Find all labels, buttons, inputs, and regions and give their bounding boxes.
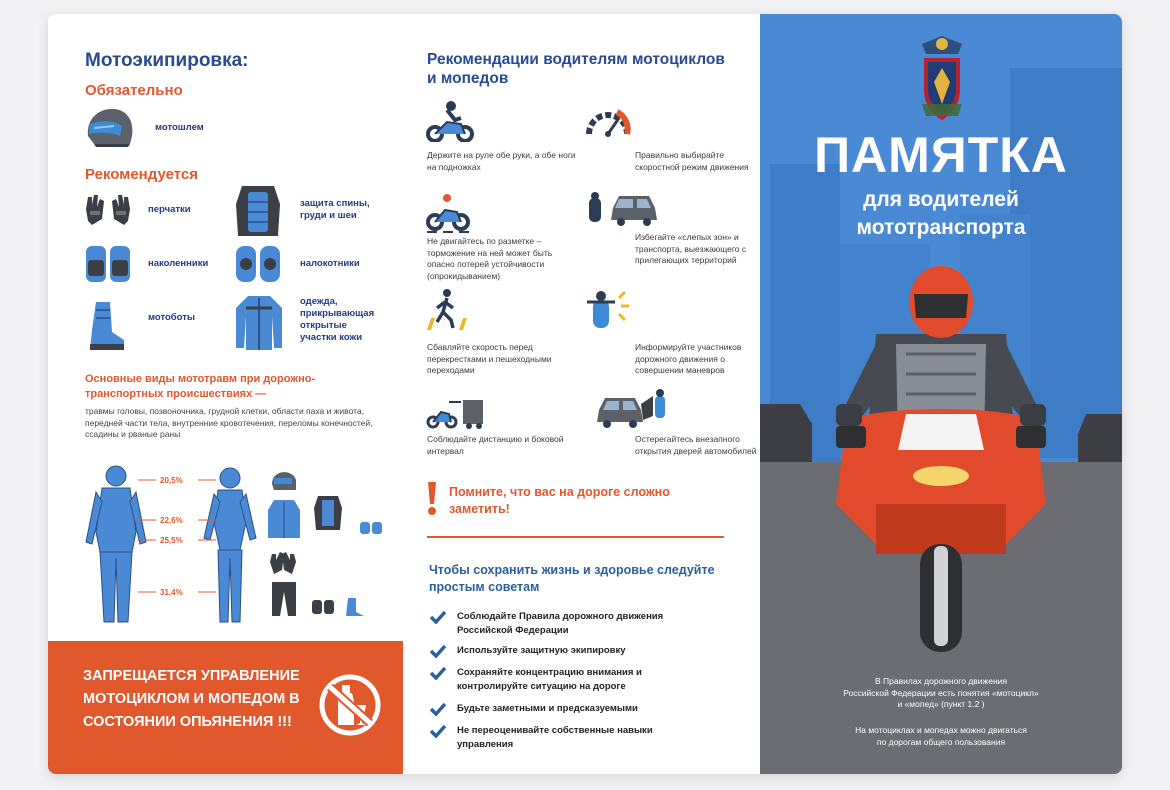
pct-legs: 31,4% <box>160 588 183 597</box>
check-icon <box>429 666 447 680</box>
police-emblem-icon <box>914 34 970 124</box>
gear-panel <box>48 14 403 774</box>
tip-car-doors: Остерегайтесь внезапного открытия дверей автомобилей <box>635 434 757 456</box>
gloves-icon <box>84 193 132 229</box>
knee-pads-label: наколенники <box>148 258 209 269</box>
cover-subtitle: для водителей мототранспорта <box>856 188 1026 239</box>
cover-panel <box>760 14 1122 774</box>
visibility-warning: Помните, что вас на дороге сложно заметить! <box>449 485 670 516</box>
advice-item: Соблюдайте Правила дорожного движения Российской Федерации <box>429 610 697 637</box>
elbow-pads-icon <box>234 242 282 286</box>
tip-distance: Соблюдайте дистанцию и боковой интервал <box>427 434 564 456</box>
cover-title: ПАМЯТКА <box>814 127 1068 183</box>
car-door-icon <box>595 386 669 428</box>
injuries-text: травмы головы, позвоночника, грудной клетки, области паха и живота, передней части тела, внутренние кровотечения, переломы конечностей, ссадины и рваные раны <box>85 406 373 439</box>
turn-signal-icon <box>585 288 633 332</box>
tip-marking: Не двигайтесь по разметке – торможение на ней может быть опасно потерей устойчивости (опрокидыванием) <box>427 236 553 281</box>
speedometer-icon <box>585 100 631 140</box>
check-icon <box>429 724 447 738</box>
leaflet <box>48 14 1122 774</box>
cover-note-roads: На мотоциклах и мопедах можно двигаться по дорогам общего пользования <box>855 725 1027 747</box>
exclamation-icon <box>425 480 439 516</box>
gear-set-illustration <box>268 466 388 618</box>
clothes-label: одежда, прикрывающая открытые участки кожи <box>300 296 375 343</box>
advice-item: Будьте заметными и предсказуемыми <box>429 702 697 716</box>
injuries-title: Основные виды мототравм при дорожно-транспортных происшествиях — <box>85 373 316 400</box>
tip-crossings: Сбавляйте скорость перед перекрестками и пешеходными переходами <box>427 342 552 375</box>
rider-hands-icon <box>425 100 475 142</box>
alcohol-ban-text: ЗАПРЕЩАЕТСЯ УПРАВЛЕНИЕ МОТОЦИКЛОМ И МОПЕДОМ В СОСТОЯНИИ ОПЬЯНЕНИЯ !!! <box>83 668 300 730</box>
helmet-label: мотошлем <box>155 122 204 133</box>
no-alcohol-icon <box>318 673 382 737</box>
advice-title: Чтобы сохранить жизнь и здоровье следуйте простым советам <box>429 563 715 594</box>
jacket-icon <box>234 294 284 352</box>
check-icon <box>429 644 447 658</box>
advice-item: Не переоценивайте собственные навыки управления <box>429 724 697 751</box>
helmet-icon <box>84 106 136 148</box>
pct-chest: 22,6% <box>160 516 183 525</box>
back-protector-icon <box>234 184 282 242</box>
mandatory-title: Обязательно <box>85 82 183 99</box>
back-protector-label: защита спины, груди и шеи <box>300 198 370 221</box>
tip-maneuvers: Информируйте участников дорожного движения о совершении маневров <box>635 342 742 375</box>
tip-speed: Правильно выбирайте скоростной режим движения <box>635 150 749 172</box>
distance-icon <box>425 394 485 430</box>
motorcycle-marking-icon <box>425 194 471 234</box>
body-figures-illustration <box>78 462 278 628</box>
blind-spot-icon <box>585 190 663 228</box>
gear-title: Мотоэкипировка: <box>85 50 249 71</box>
gloves-label: перчатки <box>148 204 191 215</box>
pct-head: 20,5% <box>160 476 183 485</box>
recommendations-panel <box>403 14 760 774</box>
check-icon <box>429 610 447 624</box>
elbow-pads-label: налокотники <box>300 258 360 269</box>
boots-label: мотоботы <box>148 312 195 323</box>
advice-item: Используйте защитную экипировку <box>429 644 697 658</box>
alcohol-ban-box <box>48 641 403 774</box>
recommendations-title: Рекомендации водителям мотоциклов и мопедов <box>427 51 725 87</box>
check-icon <box>429 702 447 716</box>
pedestrian-crossing-icon <box>425 288 469 332</box>
boots-icon <box>86 300 128 352</box>
motorcyclist-illustration <box>816 254 1066 654</box>
advice-item: Сохраняйте концентрацию внимания и контролируйте ситуацию на дороге <box>429 666 697 693</box>
pct-belly: 25,5% <box>160 536 183 545</box>
tip-hands: Держите на руле обе руки, а обе ноги на подножках <box>427 150 576 172</box>
cover-note-rules: В Правилах дорожного движения Российской Федерации есть понятия «мотоцикл» и «мопед» (пункт 1.2 ) <box>843 676 1039 709</box>
knee-pads-icon <box>84 242 132 286</box>
recommended-title: Рекомендуется <box>85 166 198 183</box>
section-divider <box>427 536 724 538</box>
tip-blind-spots: Избегайте «слепых зон» и транспорта, выезжающего с прилегающих территорий <box>635 232 747 265</box>
